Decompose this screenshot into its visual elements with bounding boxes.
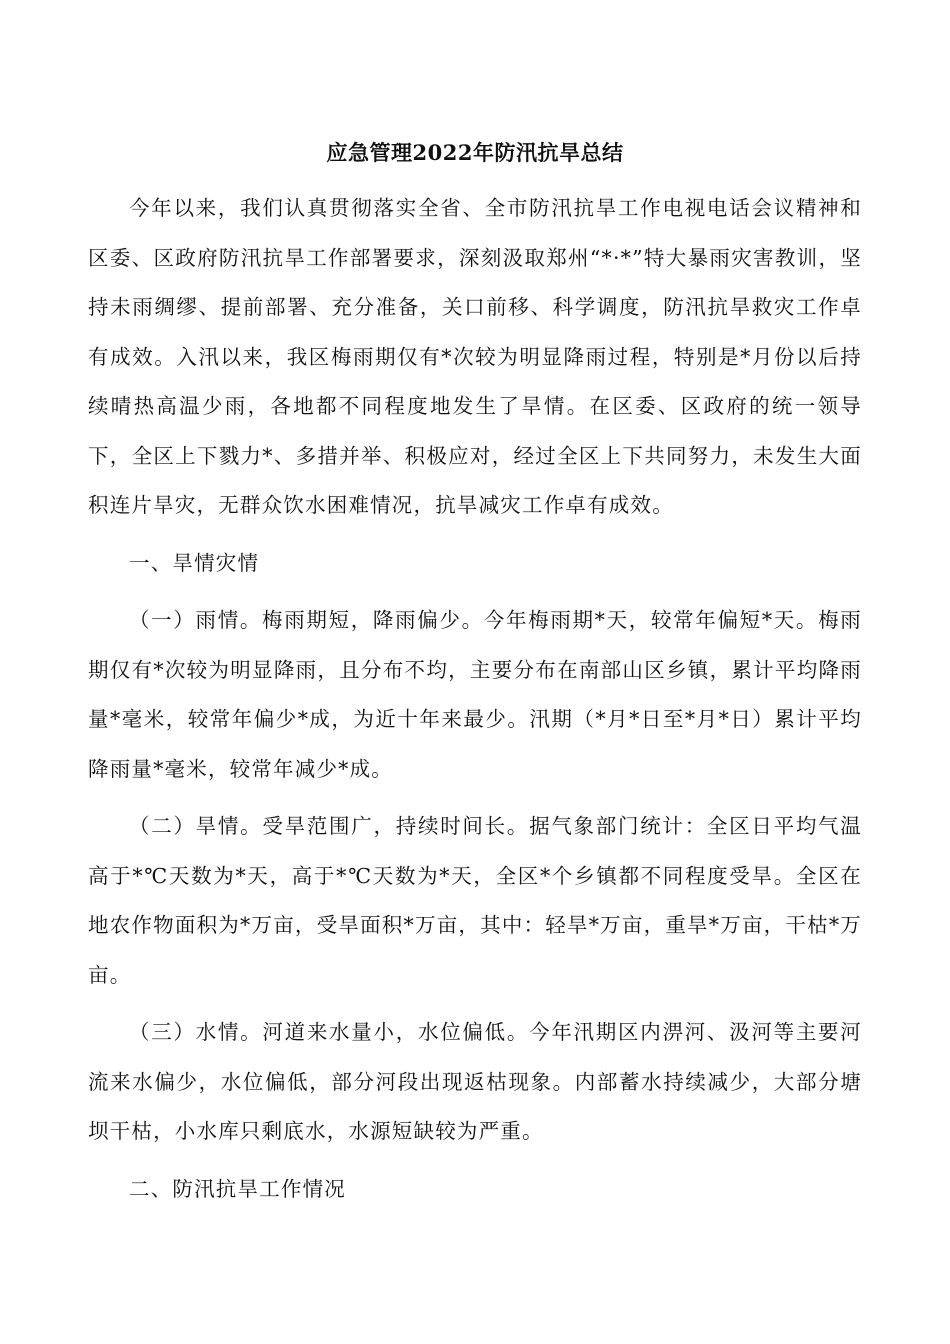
section-heading-drought-disaster: 一、旱情灾情 (129, 550, 260, 575)
section-heading-flood-drought-work: 二、防汛抗旱工作情况 (129, 1176, 346, 1201)
paragraph-drought-situation: （二）旱情。受旱范围广，持续时间长。据气象部门统计：全区日平均气温高于*℃天数为*天，高于*℃天数为*天，全区*个乡镇都不同程度受旱。全区在地农作物面积为*万亩，受旱面积*万亩，其中：轻旱*万亩，重旱*万亩，干枯*万亩。 (88, 814, 862, 987)
spacer (88, 531, 862, 539)
paragraph-water-situation: （三）水情。河道来水量小，水位偏低。今年汛期区内淠河、汲河等主要河流来水偏少，水位偏低，部分河段出现返枯现象。内部蓄水持续减少，大部分塘坝干枯，小水库只剩底水，水源短缺较为严重。 (88, 1020, 862, 1143)
paragraph-rain-situation: （一）雨情。梅雨期短，降雨偏少。今年梅雨期*天，较常年偏短*天。梅雨期仅有*次较为明显降雨，且分布不均，主要分布在南部山区乡镇，累计平均降雨量*毫米，较常年偏少*成，为近十年来最少。汛期（*月*日至*月*日）累计平均降雨量*毫米，较常年减少*成。 (88, 608, 862, 781)
document-page (88, 138, 862, 1214)
spacer (88, 794, 862, 802)
spacer (88, 1000, 862, 1008)
intro-paragraph: 今年以来，我们认真贯彻落实全省、全市防汛抗旱工作电视电话会议精神和区委、区政府防汛抗旱工作部署要求，深刻汲取郑州“*·*”特大暴雨灾害教训，坚持未雨绸缪、提前部署、充分准备，关口前移、科学调度，防汛抗旱救灾工作卓有成效。入汛以来，我区梅雨期仅有*次较为明显降雨过程，特别是*月份以后持续晴热高温少雨，各地都不同程度地发生了旱情。在区委、区政府的统一领导下，全区上下戮力*、多措并举、积极应对，经过全区上下共同努力，未发生大面积连片旱灾，无群众饮水困难情况，抗旱减灾工作卓有成效。 (88, 196, 862, 517)
document-title: 应急管理2022年防汛抗旱总结 (326, 140, 624, 165)
spacer (88, 1157, 862, 1165)
spacer (88, 588, 862, 596)
